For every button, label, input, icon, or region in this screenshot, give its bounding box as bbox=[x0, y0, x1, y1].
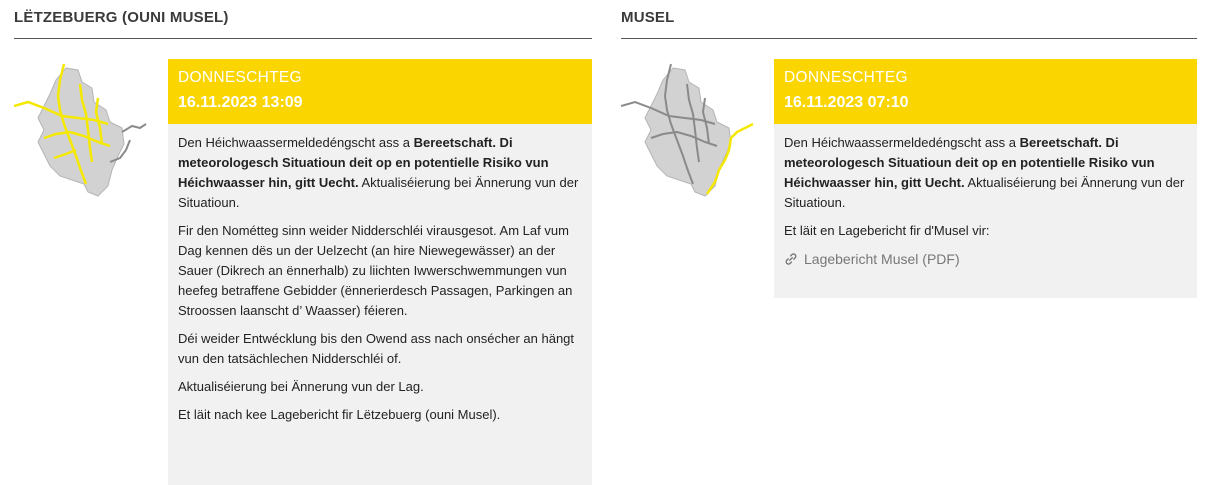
datetime-label: 16.11.2023 07:10 bbox=[784, 94, 909, 111]
warning-card bbox=[168, 59, 592, 485]
section-letzebuerg bbox=[14, 0, 592, 422]
status-update-text: Aktualiséierung bei Ännerung vun der Situatioun. bbox=[784, 175, 1185, 210]
status-update-text: Aktualiséierung bei Ännerung vun der Situatioun. bbox=[178, 175, 579, 210]
forecast-paragraph: Fir den Nométteg sinn weider Nidderschléi virausgesot. Am Laf vum Dag kennen dës un der Uelzecht (an hire Niewegewässer) an der Sauer (Dikrech an ënnerhalb) zu liichten Iwwerschwemmungen vun heefeg betraffene Gebidder (ënnerierdesch Passagen, Parkingen an Stroossen laanscht d’ Waasser) féieren. bbox=[178, 223, 573, 318]
card-body bbox=[168, 124, 592, 425]
luxembourg-map-icon bbox=[14, 58, 154, 198]
section-title: LËTZEBUERG (OUNI MUSEL) bbox=[14, 0, 592, 39]
weekday-label: DONNESCHTEG bbox=[784, 69, 908, 86]
link-chain-icon bbox=[784, 252, 798, 266]
report-paragraph: Et läit en Lagebericht fir d'Musel vir: bbox=[784, 223, 990, 238]
status-bold-text: Bereetschaft. Di meteorologesch Situatioun deit op en potentielle Risiko vun Héichwaasser hin, gitt Uecht. bbox=[784, 135, 1155, 190]
card-header bbox=[168, 59, 592, 124]
update-paragraph: Aktualiséierung bei Ännerung vun der Lag. bbox=[178, 379, 424, 394]
status-paragraph bbox=[784, 133, 1187, 213]
luxembourg-map-icon bbox=[621, 58, 761, 198]
development-paragraph: Déi weider Entwécklung bis den Owend ass nach onsécher an hängt vun den tatsächlechen Nidderschléi of. bbox=[178, 331, 575, 366]
status-text: Den Héichwaassermeldedéngscht ass a bbox=[178, 135, 414, 150]
lagebericht-pdf-link[interactable] bbox=[784, 249, 1187, 269]
status-bold-text: Bereetschaft. Di meteorologesch Situatioun deit op en potentielle Risiko vun Héichwaasser hin, gitt Uecht. bbox=[178, 135, 549, 190]
status-paragraph bbox=[178, 133, 582, 213]
card-header bbox=[774, 59, 1197, 124]
section-musel bbox=[621, 0, 1197, 267]
link-label: Lagebericht Musel (PDF) bbox=[804, 251, 960, 267]
card-body bbox=[774, 124, 1197, 269]
section-title: MUSEL bbox=[621, 0, 1197, 39]
status-text: Den Héichwaassermeldedéngscht ass a bbox=[784, 135, 1020, 150]
datetime-label: 16.11.2023 13:09 bbox=[178, 94, 303, 111]
weekday-label: DONNESCHTEG bbox=[178, 69, 302, 86]
warning-card bbox=[774, 59, 1197, 298]
report-paragraph: Et läit nach kee Lagebericht fir Lëtzebuerg (ouni Musel). bbox=[178, 407, 501, 422]
